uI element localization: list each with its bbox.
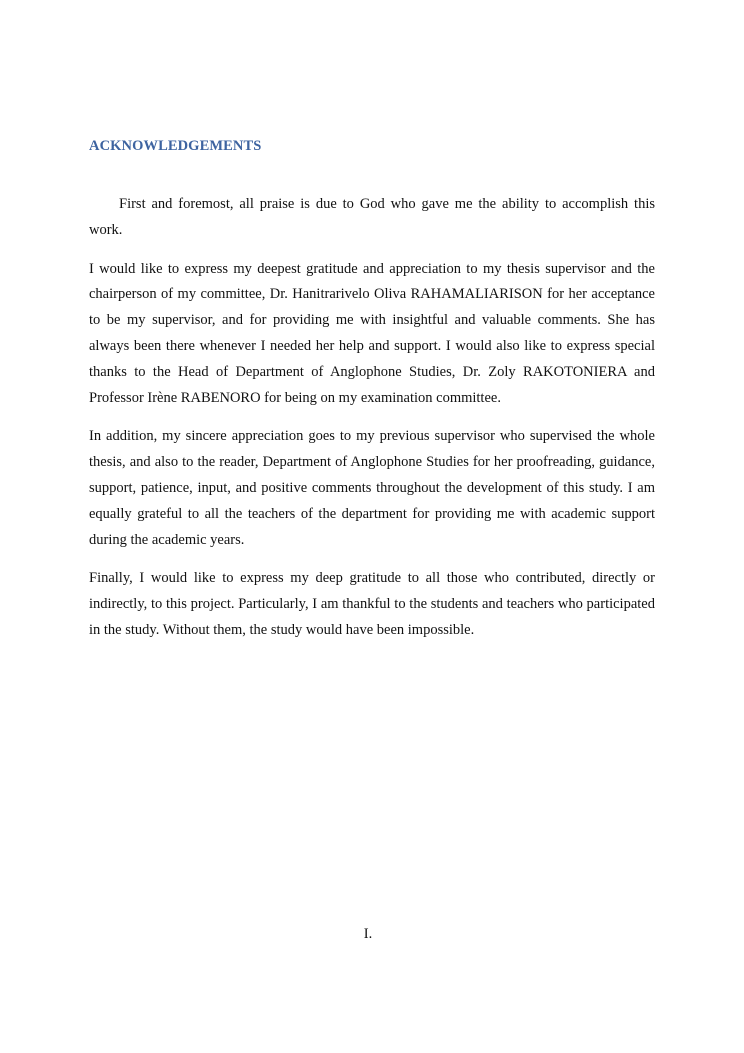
paragraph-praise: First and foremost, all praise is due to God who gave me the ability to accomplish this work. xyxy=(89,196,655,238)
paragraph-contributors: Finally, I would like to express my deep gratitude to all those who contributed, directly or indirectly, to this project. Particularly, I am thankful to the students and teachers who participated in the study. Without them, the study would have been impossible. xyxy=(89,570,655,638)
paragraph-supervisor: I would like to express my deepest gratitude and appreciation to my thesis supervisor and the chairperson of my committee, Dr. Hanitrarivelo Oliva RAHAMALIARISON for her acceptance to be my supervisor, and for providing me with insightful and valuable comments. She has always been there whenever I needed her help and support. I would also like to express special thanks to the Head of Department of Anglophone Studies, Dr. Zoly RAKOTONIERA and Professor Irène RABENORO for being on my examination committee. xyxy=(89,260,655,406)
page-number: I. xyxy=(363,926,373,942)
page-heading: ACKNOWLEDGEMENTS xyxy=(89,138,262,154)
paragraph-previous-supervisor: In addition, my sincere appreciation goes to my previous supervisor who supervised the whole thesis, and also to the reader, Department of Anglophone Studies for her proofreading, guidance, support, patience, input, and positive comments throughout the development of this study. I am equally grateful to all the teachers of the department for providing me with academic support during the academic years. xyxy=(89,428,655,548)
acknowledgements-body xyxy=(89,192,655,657)
